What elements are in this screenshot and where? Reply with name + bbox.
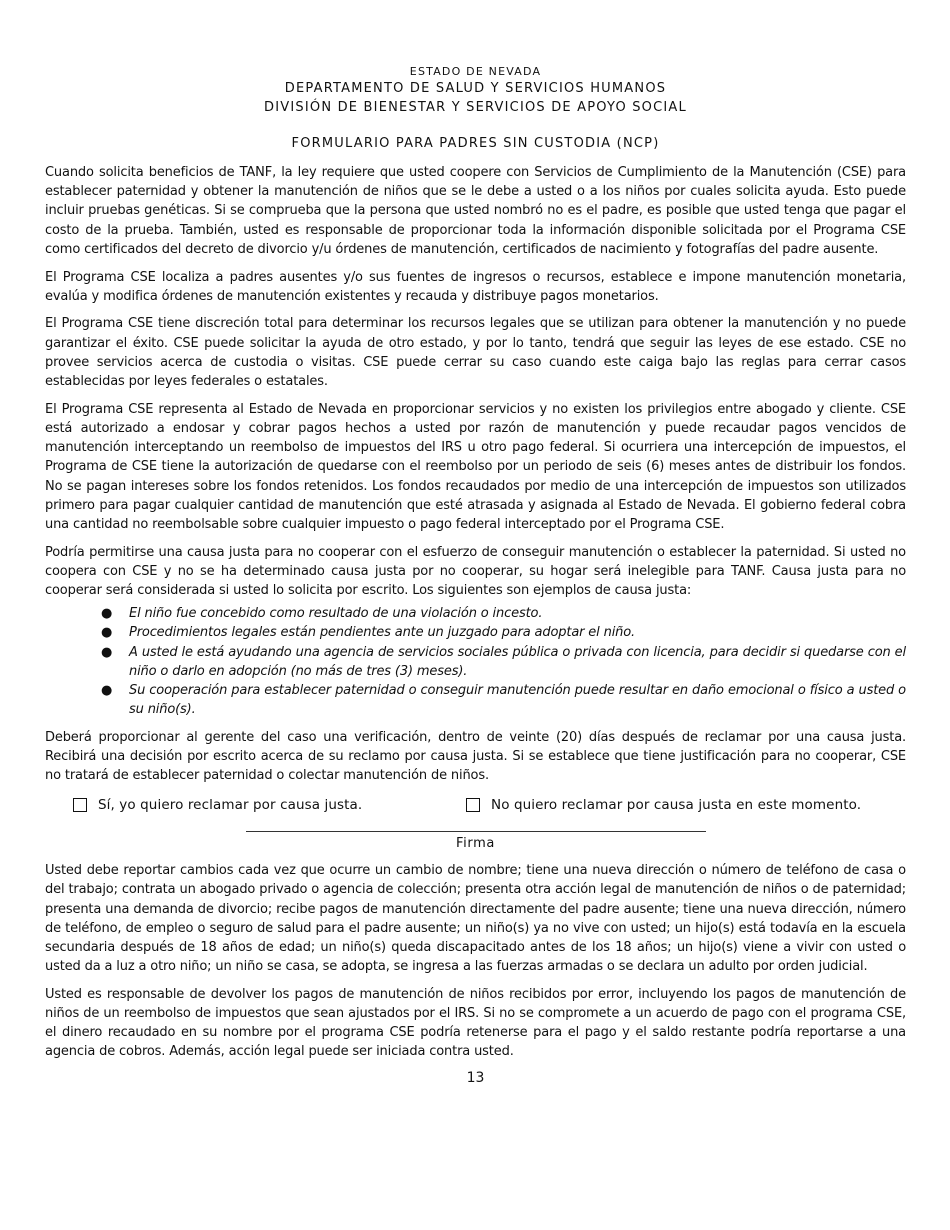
form-title: FORMULARIO PARA PADRES SIN CUSTODIA (NCP) [291, 136, 660, 151]
claim-good-cause-option[interactable] [73, 795, 466, 815]
paragraph-report-changes: Usted debe reportar cambios cada vez que ocurre un cambio de nombre; tiene una nueva dirección o número de teléfono de casa o del trabajo; contrata un abogado privado o agencia de colección; presenta otra acción legal de manutención de niños o de paternidad; presenta una demanda de divorcio; recibe pagos de manutención directamente del padre ausente; tiene una nueva dirección, número de teléfono, de empleo o seguro de salud para el padre ausente; un niño(s) ya no vive con usted; un hijo(s) está todavía en la escuela secundaria después de 18 años de edad; un niño(s) queda discapacitado antes de los 18 años; un hijo(s) viene a vivir con usted o usted da a luz a otro niño; un niño se casa, se adopta, se ingresa a las fuerzas armadas o se declara un adulto por orden judicial. [45, 863, 906, 975]
bullet-icon: ● [101, 683, 113, 699]
signature-label: Firma [456, 835, 495, 851]
bullet-icon: ● [101, 606, 113, 622]
paragraph-cse-services: El Programa CSE localiza a padres ausentes y/o sus fuentes de ingresos o recursos, establece e impone manutención monetaria, evalúa y modifica órdenes de manutención existentes y recauda y distribuye pagos monetarios. [45, 269, 906, 304]
page-number: 13 [466, 1069, 485, 1086]
good-cause-choices [45, 795, 906, 815]
paragraph-good-cause: Podría permitirse una causa justa para no cooperar con el esfuerzo de conseguir manutención o establecer la paternidad. Si usted no coopera con CSE y no se ha determinado causa justa por no cooperar, su hogar será inelegible para TANF. Causa justa para no cooperar será considerada si usted lo solicita por escrito. Los siguientes son ejemplos de causa justa: [45, 544, 906, 599]
list-item [101, 623, 906, 642]
list-item [101, 681, 906, 719]
department-name: DEPARTAMENTO DE SALUD Y SERVICIOS HUMANOS [284, 81, 667, 96]
paragraph-tanf-cooperation: Cuando solicita beneficios de TANF, la ley requiere que usted coopere con Servicios de Cumplimiento de la Manutención (CSE) para establecer paternidad y obtener la manutención de niños que se le debe a usted o a los niños por cuales solicita ayuda. Esto puede incluir pruebas genéticas. Si se comprueba que la persona que usted nombró no es el padre, es posible que usted tenga que pagar el costo de la prueba. También, usted es responsable de proporcionar toda la información disponible solicitada por el Programa CSE como certificados del decreto de divorcio y/u órdenes de manutención, certificados de nacimiento y fotografías del padre ausente. [45, 165, 906, 257]
paragraph-repay-payments: Usted es responsable de devolver los pagos de manutención de niños recibidos por error, incluyendo los pagos de manutención de niños de un reembolso de impuestos que sean ajustados por el IRS. Si no se compromete a un acuerdo de pago con el programa CSE, el dinero recaudado en su nombre por el programa CSE podría retenerse para el pago y el saldo restante podría reportarse a una agencia de cobros. Además, acción legal puede ser iniciada contra usted. [45, 986, 906, 1060]
cause-text: Su cooperación para establecer paternidad o conseguir manutención puede resultar en daño emocional o físico a usted o su niño(s). [129, 683, 906, 718]
paragraph-verification: Deberá proporcionar al gerente del caso una verificación, dentro de veinte (20) días después de reclamar por una causa justa. Recibirá una decisión por escrito acerca de su reclamo por causa justa. Si se establece que tiene justificación para no cooperar, CSE no tratará de establecer paternidad o colectar manutención de niños. [45, 729, 906, 784]
good-cause-list [45, 604, 906, 719]
document-page [45, 64, 906, 1086]
document-header [45, 64, 906, 117]
paragraph-cse-representation: El Programa CSE representa al Estado de Nevada en proporcionar servicios y no existen los privilegios entre abogado y cliente. CSE está autorizado a endosar y cobrar pagos hechos a usted por razón de manutención y puede recaudar pagos vencidos de manutención interceptando un reembolso de impuestos del IRS u otro pago federal. Si ocurriera una intercepción de impuestos, el Programa de CSE tiene la autorización de quedarse con el reembolso por un periodo de seis (6) meses antes de distribuir los fondos. No se pagan intereses sobre los fondos retenidos. Los fondos recaudados por medio de una intercepción de impuestos son utilizados primero para pagar cualquier cantidad de manutención que esté atrasada y asignada al Estado de Nevada. El gobierno federal cobra una cantidad no reembolsable sobre cualquier impuesto o pago federal interceptado por el Programa CSE. [45, 401, 906, 532]
state-name: ESTADO DE NEVADA [409, 65, 542, 78]
no-claim-good-cause-label: No quiero reclamar por causa justa en este momento. [491, 796, 862, 813]
paragraph-cse-discretion: El Programa CSE tiene discreción total para determinar los recursos legales que se utilizan para obtener la manutención y no puede garantizar el éxito. CSE puede solicitar la ayuda de otro estado, y por lo tanto, tendrá que seguir las leyes de ese estado. CSE no provee servicios acerca de custodia o visitas. CSE puede cerrar su caso cuando este caiga bajo las reglas para cerrar casos establecidas por leyes federales o estatales. [45, 316, 906, 390]
division-name: DIVISIÓN DE BIENESTAR Y SERVICIOS DE APOYO SOCIAL [264, 100, 687, 115]
cause-text: Procedimientos legales están pendientes ante un juzgado para adoptar el niño. [129, 625, 636, 641]
signature-block [45, 831, 906, 853]
cause-text: A usted le está ayudando una agencia de servicios sociales pública o privada con licencia, para decidir si quedarse con el niño o darlo en adopción (no más de tres (3) meses). [129, 644, 906, 679]
list-item [101, 604, 906, 623]
claim-good-cause-checkbox[interactable] [73, 798, 87, 812]
no-claim-good-cause-option[interactable] [466, 795, 861, 815]
cause-text: El niño fue concebido como resultado de una violación o incesto. [129, 606, 543, 622]
signature-line[interactable] [246, 831, 706, 832]
claim-good-cause-label: Sí, yo quiero reclamar por causa justa. [98, 796, 363, 813]
bullet-icon: ● [101, 644, 113, 660]
bullet-icon: ● [101, 625, 113, 641]
no-claim-good-cause-checkbox[interactable] [466, 798, 480, 812]
list-item [101, 643, 906, 681]
